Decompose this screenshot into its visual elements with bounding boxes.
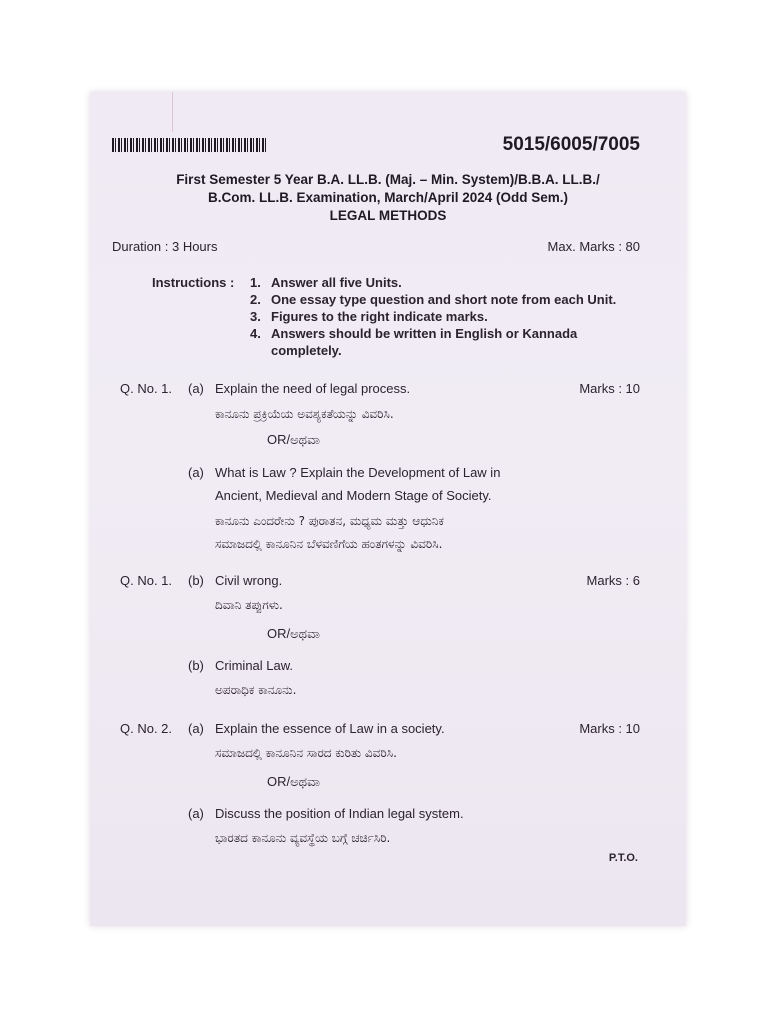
question-part: (a) bbox=[188, 381, 204, 396]
or-separator: OR/ಅಥವಾ bbox=[267, 432, 321, 447]
question-text-kannada: ದಿವಾನಿ ತಪ್ಪುಗಳು. bbox=[215, 598, 283, 612]
question-part: (a) bbox=[188, 721, 204, 736]
question-text: Explain the essence of Law in a society. bbox=[215, 721, 445, 736]
question-text: Civil wrong. bbox=[215, 573, 283, 588]
instruction-text: One essay type question and short note from each Unit. bbox=[271, 292, 617, 307]
question-marks: Marks : 6 bbox=[586, 573, 640, 588]
instruction-num: 3. bbox=[250, 309, 261, 324]
question-part: (a) bbox=[188, 806, 204, 821]
question-text: Criminal Law. bbox=[215, 658, 294, 673]
question-text: Explain the need of legal process. bbox=[215, 381, 411, 396]
scanned-exam-page bbox=[90, 92, 686, 926]
instruction-text: Answers should be written in English or Kannada bbox=[271, 326, 578, 341]
exam-title-line2: B.Com. LL.B. Examination, March/April 2024 (Odd Sem.) bbox=[207, 190, 569, 205]
question-number: Q. No. 2. bbox=[120, 721, 173, 736]
instruction-num: 4. bbox=[250, 326, 261, 341]
question-number: Q. No. 1. bbox=[120, 573, 173, 588]
instruction-num: 1. bbox=[250, 275, 261, 290]
or-separator: OR/ಅಥವಾ bbox=[267, 774, 321, 789]
ink-mark bbox=[172, 92, 173, 132]
question-text-kannada: ಕಾನೂನು ಪ್ರಕ್ರಿಯೆಯ ಅವಶ್ಯಕತೆಯನ್ನು ವಿವರಿಸಿ. bbox=[215, 407, 394, 421]
instruction-num: 2. bbox=[250, 292, 261, 307]
question-text-kannada: ಭಾರತದ ಕಾನೂನು ವ್ಯವಸ್ಥೆಯ ಬಗ್ಗೆ ಚರ್ಚಿಸಿರಿ. bbox=[215, 831, 391, 845]
max-marks: Max. Marks : 80 bbox=[547, 239, 640, 254]
pto-note: P.T.O. bbox=[608, 852, 638, 864]
question-text-kannada: ಸಮಾಜದಲ್ಲಿ ಕಾನೂನಿನ ಸಾರದ ಕುರಿತು ವಿವರಿಸಿ. bbox=[215, 746, 397, 760]
question-text-kannada: ಅಪರಾಧಿಕ ಕಾನೂನು. bbox=[215, 683, 297, 697]
question-marks: Marks : 10 bbox=[579, 381, 640, 396]
or-separator: OR/ಅಥವಾ bbox=[267, 626, 321, 641]
instruction-text: Answer all five Units. bbox=[271, 275, 402, 290]
instruction-text: completely. bbox=[271, 343, 342, 358]
duration: Duration : 3 Hours bbox=[112, 239, 218, 254]
question-text: Discuss the position of Indian legal system. bbox=[215, 806, 464, 821]
subject-title: LEGAL METHODS bbox=[329, 208, 447, 223]
question-text: Ancient, Medieval and Modern Stage of Society. bbox=[215, 488, 492, 503]
question-marks: Marks : 10 bbox=[579, 721, 640, 736]
question-part: (b) bbox=[188, 573, 204, 588]
question-text: What is Law ? Explain the Development of Law in bbox=[215, 465, 501, 480]
paper-code: 5015/6005/7005 bbox=[502, 134, 640, 155]
question-part: (b) bbox=[188, 658, 204, 673]
question-part: (a) bbox=[188, 465, 204, 480]
exam-title-line1: First Semester 5 Year B.A. LL.B. (Maj. – Min. System)/B.B.A. LL.B./ bbox=[176, 172, 600, 187]
instruction-text: Figures to the right indicate marks. bbox=[271, 309, 488, 324]
question-text-kannada: ಸಮಾಜದಲ್ಲಿ ಕಾನೂನಿನ ಬೆಳವಣಿಗೆಯ ಹಂತಗಳನ್ನು ವಿವರಿಸಿ. bbox=[215, 537, 443, 551]
question-text-kannada: ಕಾನೂನು ಎಂದರೇನು ? ಪುರಾತನ, ಮಧ್ಯಮ ಮತ್ತು ಆಧುನಿಕ bbox=[215, 514, 444, 528]
question-number: Q. No. 1. bbox=[120, 381, 173, 396]
instructions-label: Instructions : bbox=[152, 275, 235, 290]
barcode bbox=[112, 138, 268, 152]
